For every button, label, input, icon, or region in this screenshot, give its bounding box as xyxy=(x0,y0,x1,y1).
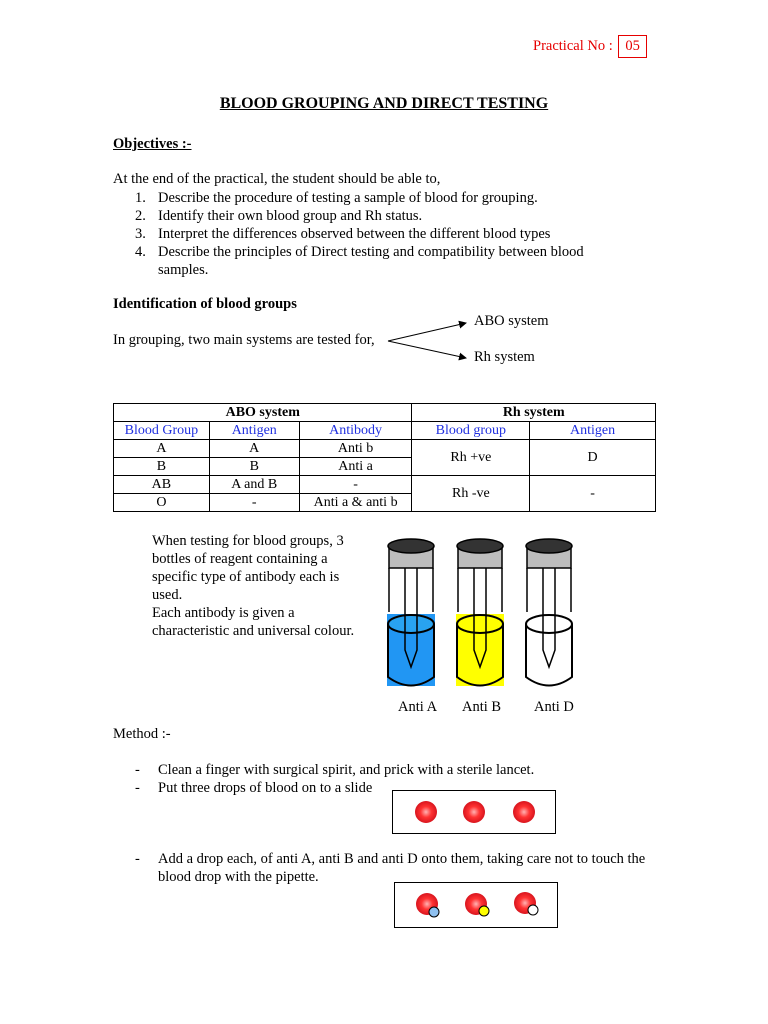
reagent-text-2: Each antibody is given a characteristic and universal colour. xyxy=(152,605,355,639)
method-step-3 xyxy=(135,850,655,886)
objectives-heading: Objectives :- xyxy=(113,136,192,152)
table-row xyxy=(114,422,656,440)
table-cell: - xyxy=(209,494,299,512)
table-cell: AB xyxy=(114,476,210,494)
bottle-anti-b xyxy=(456,539,504,686)
bottle-anti-a xyxy=(387,539,435,686)
table-cell: D xyxy=(530,440,656,476)
table-row xyxy=(114,404,656,422)
tube-label-anti-b: Anti B xyxy=(462,699,502,715)
objective-item: 1. Describe the procedure of testing a sample of blood for grouping. xyxy=(135,190,538,206)
table-cell: O xyxy=(114,494,210,512)
table-cell: B xyxy=(114,458,210,476)
method-step: - Put three drops of blood on to a slide xyxy=(135,780,373,796)
anti-d-drop xyxy=(528,905,538,915)
practical-number-box: 05 xyxy=(618,35,647,58)
abo-header-cell: ABO system xyxy=(114,404,412,422)
method-heading: Method :- xyxy=(113,726,171,742)
col-header: Blood Group xyxy=(114,422,210,440)
table-cell: A xyxy=(209,440,299,458)
arrow-to-abo xyxy=(388,323,466,341)
table-cell: - xyxy=(299,476,412,494)
table-cell: - xyxy=(530,476,656,512)
table-cell: A xyxy=(114,440,210,458)
practical-number-label xyxy=(533,35,647,58)
table-row xyxy=(114,476,656,494)
reagent-bottles-illustration xyxy=(380,532,580,692)
method-step: - Clean a finger with surgical spirit, and prick with a sterile lancet. xyxy=(135,762,535,778)
objective-item: 3. Interpret the differences observed between the different blood types xyxy=(135,226,551,242)
col-header: Antigen xyxy=(209,422,299,440)
table-cell: Anti b xyxy=(299,440,412,458)
branch-abo-label: ABO system xyxy=(474,313,549,329)
table-cell: Anti a & anti b xyxy=(299,494,412,512)
table-cell: A and B xyxy=(209,476,299,494)
table-cell: Rh +ve xyxy=(412,440,530,476)
slide-drops-with-antisera xyxy=(394,882,560,930)
identification-heading: Identification of blood groups xyxy=(113,296,297,312)
rh-header-cell: Rh system xyxy=(412,404,656,422)
reagent-text-1: When testing for blood groups, 3 bottles of reagent containing a specific type of antibody each is used. xyxy=(152,533,344,603)
table-cell: Anti a xyxy=(299,458,412,476)
branch-rh-label: Rh system xyxy=(474,349,535,365)
practical-label: Practical No : xyxy=(533,38,613,54)
grouping-sentence: In grouping, two main systems are tested for, xyxy=(113,332,375,348)
reagent-description xyxy=(152,532,362,640)
objective-item: 2. Identify their own blood group and Rh status. xyxy=(135,208,423,224)
arrow-to-rh xyxy=(388,341,466,358)
table-cell: B xyxy=(209,458,299,476)
anti-b-drop xyxy=(479,906,489,916)
bottle-anti-d xyxy=(526,539,572,686)
anti-a-drop xyxy=(429,907,439,917)
page-title: BLOOD GROUPING AND DIRECT TESTING xyxy=(219,95,549,112)
tube-label-anti-d: Anti D xyxy=(534,699,574,715)
objectives-intro: At the end of the practical, the student should be able to, xyxy=(113,171,441,187)
objectives-list xyxy=(135,189,615,279)
col-header: Antigen xyxy=(530,422,656,440)
blood-drop xyxy=(415,801,437,823)
tube-label-anti-a: Anti A xyxy=(398,699,438,715)
col-header: Blood group xyxy=(412,422,530,440)
objective-item: 4. Describe the principles of Direct testing and compatibility between blood samples. xyxy=(135,244,584,278)
col-header: Antibody xyxy=(299,422,412,440)
method-step: - Add a drop each, of anti A, anti B and anti D onto them, taking care not to touch the blood drop with the pipette. xyxy=(135,851,646,885)
slide-blood-drops xyxy=(392,790,558,836)
blood-drop xyxy=(513,801,535,823)
blood-group-table xyxy=(113,403,656,512)
table-row xyxy=(114,440,656,458)
table-cell: Rh -ve xyxy=(412,476,530,512)
branch-arrows xyxy=(380,312,480,372)
blood-drop xyxy=(463,801,485,823)
